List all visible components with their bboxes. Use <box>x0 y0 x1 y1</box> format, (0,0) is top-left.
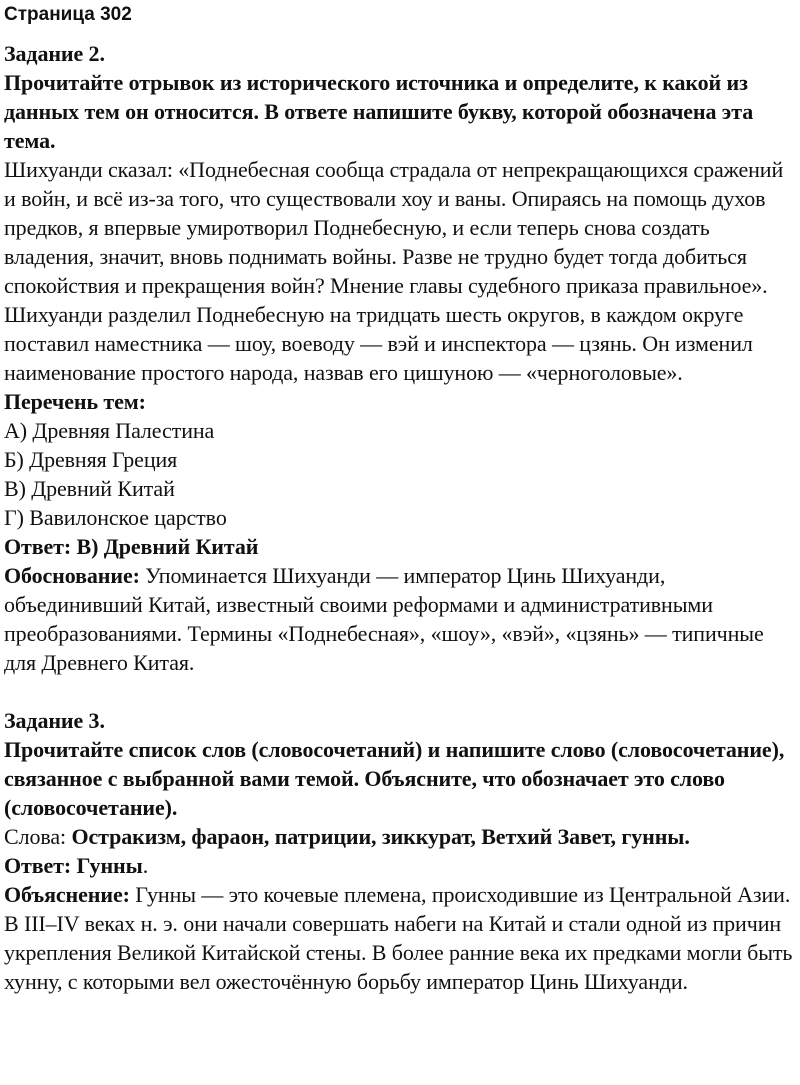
task-2-justification <box>4 561 798 677</box>
task-2 <box>4 39 798 677</box>
task-2-title: Задание 2. <box>4 41 105 66</box>
task-3 <box>4 706 798 996</box>
topic-item: В) Древний Китай <box>4 476 175 501</box>
task-3-answer <box>4 851 798 880</box>
topic-item: А) Древняя Палестина <box>4 418 215 443</box>
task-3-prompt: Прочитайте список слов (словосочетаний) и напишите слово (словосочетание), связанное с выбранной вами темой. Объясните, что обозначает это слово (словосочетание). <box>4 737 785 820</box>
explanation-label: Объяснение: <box>4 882 130 907</box>
page-header: Страница 302 <box>4 4 132 25</box>
source-paragraph-1: Шихуанди сказал: «Поднебесная сообща страдала от непрекращающихся сражений и войн, и всё из-за того, что существовали хоу и ваны. Опираясь на помощь духов предков, я впервые умиротворил Поднебесную, и если теперь снова создать владения, значит, вновь поднимать войны. Разве не трудно будет тогда добиться спокойствия и прекращения войн? Мнение главы судебного приказа правильное». <box>4 157 784 298</box>
words-label: Слова: <box>4 824 72 849</box>
topic-item: Г) Вавилонское царство <box>4 505 227 530</box>
answer-tail: . <box>142 853 149 878</box>
topic-item: Б) Древняя Греция <box>4 447 178 472</box>
answer-text: Ответ: Гунны <box>4 853 143 878</box>
topics-heading: Перечень тем: <box>4 389 146 414</box>
task-2-answer: Ответ: В) Древний Китай <box>4 534 259 559</box>
justification-label: Обоснование: <box>4 563 140 588</box>
explanation-text: Гунны — это кочевые племена, происходившие из Центральной Азии. В III–IV веках н. э. они начали совершать набеги на Китай и стали одной из причин укрепления Великой Китайской стены. В более ранние века их предками могли быть хунну, с которыми вел ожесточённую борьбу император Цинь Шихуанди. <box>4 882 793 994</box>
task-3-explanation <box>4 880 798 996</box>
task-3-title: Задание 3. <box>4 708 105 733</box>
task-3-words <box>4 822 798 851</box>
justification-text: Упоминается Шихуанди — император Цинь Шихуанди, объединивший Китай, известный своими реформами и административными преобразованиями. Термины «Поднебесная», «шоу», «вэй», «цзянь» — типичные для Древнего Китая. <box>4 563 764 675</box>
page <box>4 0 798 996</box>
source-paragraph-2: Шихуанди разделил Поднебесную на тридцать шесть округов, в каждом округе поставил наместника — шоу, воеводу — вэй и инспектора — цзянь. Он изменил наименование простого народа, назвав его цишуною — «черноголовые». <box>4 302 753 385</box>
task-2-prompt: Прочитайте отрывок из исторического источника и определите, к какой из данных тем он относится. В ответе напишите букву, которой обозначена эта тема. <box>4 70 754 153</box>
words-list: Остракизм, фараон, патриции, зиккурат, Ветхий Завет, гунны. <box>71 824 690 849</box>
document-body <box>4 39 798 996</box>
section-spacer <box>4 677 798 706</box>
